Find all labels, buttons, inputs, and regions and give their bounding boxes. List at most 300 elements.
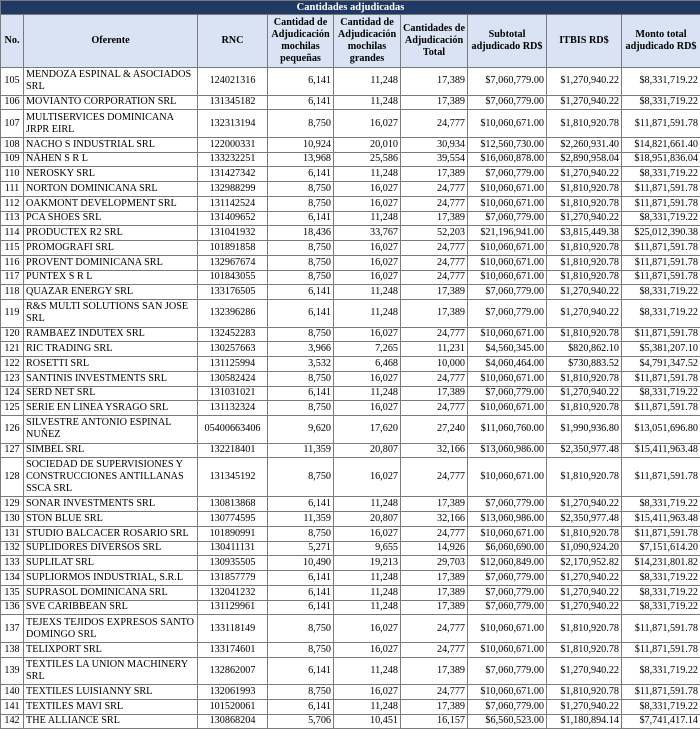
supplier-name: PROVENT DOMINICANA SRL [24, 255, 198, 270]
total-amount: $18,951,836.04 [622, 152, 700, 167]
row-number: 127 [1, 443, 24, 458]
itbis-amount: $1,270,940.22 [547, 699, 622, 714]
total-qty: 17,389 [401, 167, 468, 182]
row-number: 111 [1, 182, 24, 197]
table-row [1, 541, 700, 556]
subtotal-amount: $11,060,760.00 [468, 416, 547, 444]
subtotal-amount: $7,060,779.00 [468, 657, 547, 685]
large-backpacks-qty: 16,027 [334, 685, 401, 700]
large-backpacks-qty: 11,248 [334, 285, 401, 300]
table-title: Cantidades adjudicadas [1, 1, 700, 15]
supplier-name: PROMOGRAFI SRL [24, 241, 198, 256]
large-backpacks-qty: 16,027 [334, 255, 401, 270]
rnc-number: 132967674 [198, 255, 268, 270]
row-number: 121 [1, 342, 24, 357]
large-backpacks-qty: 16,027 [334, 458, 401, 497]
large-backpacks-qty: 11,248 [334, 699, 401, 714]
large-backpacks-qty: 16,027 [334, 270, 401, 285]
total-amount: $7,741,417.14 [622, 714, 700, 729]
small-backpacks-qty: 9,620 [268, 416, 334, 444]
total-amount: $8,331,719.22 [622, 657, 700, 685]
itbis-amount: $1,810,920.78 [547, 241, 622, 256]
supplier-name: NACHO S INDUSTRIAL SRL [24, 137, 198, 152]
supplier-name: TELIXPORT SRL [24, 642, 198, 657]
rnc-number: 130868204 [198, 714, 268, 729]
row-number: 114 [1, 226, 24, 241]
small-backpacks-qty: 8,750 [268, 458, 334, 497]
total-qty: 17,389 [401, 600, 468, 615]
supplier-name: TEXTILES MAVI SRL [24, 699, 198, 714]
small-backpacks-qty: 8,750 [268, 685, 334, 700]
large-backpacks-qty: 25,586 [334, 152, 401, 167]
total-qty: 52,203 [401, 226, 468, 241]
total-qty: 24,777 [401, 371, 468, 386]
itbis-amount: $1,270,940.22 [547, 68, 622, 96]
subtotal-amount: $7,060,779.00 [468, 285, 547, 300]
itbis-amount: $2,260,931.40 [547, 137, 622, 152]
subtotal-amount: $10,060,671.00 [468, 642, 547, 657]
itbis-amount: $1,270,940.22 [547, 285, 622, 300]
row-number: 112 [1, 196, 24, 211]
supplier-name: SUPRASOL DOMINICANA SRL [24, 585, 198, 600]
total-amount: $15,411,963.48 [622, 512, 700, 527]
itbis-amount: $1,810,920.78 [547, 255, 622, 270]
itbis-amount: $1,270,940.22 [547, 211, 622, 226]
large-backpacks-qty: 16,027 [334, 196, 401, 211]
row-number: 118 [1, 285, 24, 300]
subtotal-amount: $10,060,671.00 [468, 270, 547, 285]
row-number: 122 [1, 357, 24, 372]
total-amount: $25,012,390.38 [622, 226, 700, 241]
rnc-number: 101520061 [198, 699, 268, 714]
total-amount: $7,151,614.20 [622, 541, 700, 556]
supplier-name: MENDOZA ESPINAL & ASOCIADOS SRL [24, 68, 198, 96]
subtotal-amount: $7,060,779.00 [468, 571, 547, 586]
large-backpacks-qty: 11,248 [334, 585, 401, 600]
total-amount: $8,331,719.22 [622, 600, 700, 615]
subtotal-amount: $10,060,671.00 [468, 327, 547, 342]
supplier-name: SVE CARIBBEAN SRL [24, 600, 198, 615]
supplier-name: TEXTILES LA UNION MACHINERY SRL [24, 657, 198, 685]
subtotal-amount: $10,060,671.00 [468, 110, 547, 138]
large-backpacks-qty: 19,213 [334, 556, 401, 571]
total-qty: 16,157 [401, 714, 468, 729]
table-row [1, 152, 700, 167]
total-qty: 17,389 [401, 68, 468, 96]
row-number: 142 [1, 714, 24, 729]
itbis-amount: $1,810,920.78 [547, 615, 622, 643]
total-amount: $11,871,591.78 [622, 255, 700, 270]
rnc-number: 133176505 [198, 285, 268, 300]
table-row [1, 571, 700, 586]
total-qty: 17,389 [401, 571, 468, 586]
table-row [1, 300, 700, 328]
total-qty: 32,166 [401, 512, 468, 527]
rnc-number: 130582424 [198, 371, 268, 386]
subtotal-amount: $7,060,779.00 [468, 68, 547, 96]
supplier-name: SILVESTRE ANTONIO ESPINAL NUÑEZ [24, 416, 198, 444]
table-row [1, 386, 700, 401]
itbis-amount: $2,890,958.04 [547, 152, 622, 167]
small-backpacks-qty: 11,359 [268, 443, 334, 458]
small-backpacks-qty: 8,750 [268, 255, 334, 270]
subtotal-amount: $10,060,671.00 [468, 526, 547, 541]
small-backpacks-qty: 8,750 [268, 270, 334, 285]
total-amount: $8,331,719.22 [622, 571, 700, 586]
itbis-amount: $1,270,940.22 [547, 497, 622, 512]
subtotal-amount: $10,060,671.00 [468, 241, 547, 256]
rnc-number: 131142524 [198, 196, 268, 211]
row-number: 139 [1, 657, 24, 685]
total-qty: 24,777 [401, 327, 468, 342]
row-number: 125 [1, 401, 24, 416]
supplier-name: SANTINIS INVESTMENTS SRL [24, 371, 198, 386]
total-amount: $8,331,719.22 [622, 167, 700, 182]
table-row [1, 497, 700, 512]
row-number: 105 [1, 68, 24, 96]
total-qty: 27,240 [401, 416, 468, 444]
table-body [1, 68, 700, 729]
subtotal-amount: $7,060,779.00 [468, 386, 547, 401]
total-amount: $11,871,591.78 [622, 458, 700, 497]
total-amount: $4,791,347.52 [622, 357, 700, 372]
total-amount: $8,331,719.22 [622, 95, 700, 110]
small-backpacks-qty: 6,141 [268, 68, 334, 96]
small-backpacks-qty: 6,141 [268, 699, 334, 714]
table-row [1, 342, 700, 357]
total-qty: 17,389 [401, 585, 468, 600]
total-amount: $8,331,719.22 [622, 285, 700, 300]
table-row [1, 685, 700, 700]
total-qty: 24,777 [401, 110, 468, 138]
subtotal-amount: $6,560,523.00 [468, 714, 547, 729]
header-oferente: Oferente [24, 15, 198, 68]
subtotal-amount: $7,060,779.00 [468, 600, 547, 615]
subtotal-amount: $10,060,671.00 [468, 615, 547, 643]
large-backpacks-qty: 11,248 [334, 497, 401, 512]
small-backpacks-qty: 8,750 [268, 371, 334, 386]
row-number: 132 [1, 541, 24, 556]
total-qty: 17,389 [401, 386, 468, 401]
supplier-name: SUPLIDORES DIVERSOS SRL [24, 541, 198, 556]
total-qty: 17,389 [401, 285, 468, 300]
itbis-amount: $2,170,952.82 [547, 556, 622, 571]
small-backpacks-qty: 6,141 [268, 300, 334, 328]
total-amount: $11,871,591.78 [622, 270, 700, 285]
large-backpacks-qty: 10,451 [334, 714, 401, 729]
row-number: 106 [1, 95, 24, 110]
supplier-name: MOVIANTO CORPORATION SRL [24, 95, 198, 110]
itbis-amount: $1,270,940.22 [547, 95, 622, 110]
table-row [1, 110, 700, 138]
itbis-amount: $1,270,940.22 [547, 386, 622, 401]
itbis-amount: $1,810,920.78 [547, 110, 622, 138]
small-backpacks-qty: 6,141 [268, 657, 334, 685]
rnc-number: 132396286 [198, 300, 268, 328]
itbis-amount: $730,883.52 [547, 357, 622, 372]
large-backpacks-qty: 16,027 [334, 642, 401, 657]
row-number: 110 [1, 167, 24, 182]
large-backpacks-qty: 16,027 [334, 371, 401, 386]
header-no: No. [1, 15, 24, 68]
rnc-number: 05400663406 [198, 416, 268, 444]
itbis-amount: $1,810,920.78 [547, 196, 622, 211]
total-amount: $11,871,591.78 [622, 526, 700, 541]
table-row [1, 585, 700, 600]
header-itbis: ITBIS RD$ [547, 15, 622, 68]
row-number: 135 [1, 585, 24, 600]
small-backpacks-qty: 6,141 [268, 386, 334, 401]
subtotal-amount: $7,060,779.00 [468, 699, 547, 714]
small-backpacks-qty: 6,141 [268, 167, 334, 182]
supplier-name: SONAR INVESTMENTS SRL [24, 497, 198, 512]
subtotal-amount: $7,060,779.00 [468, 497, 547, 512]
total-qty: 17,389 [401, 699, 468, 714]
large-backpacks-qty: 11,248 [334, 571, 401, 586]
total-amount: $15,411,963.48 [622, 443, 700, 458]
total-amount: $8,331,719.22 [622, 386, 700, 401]
supplier-name: OAKMONT DEVELOPMENT SRL [24, 196, 198, 211]
itbis-amount: $1,810,920.78 [547, 526, 622, 541]
row-number: 130 [1, 512, 24, 527]
subtotal-amount: $12,060,849.00 [468, 556, 547, 571]
rnc-number: 131345192 [198, 458, 268, 497]
small-backpacks-qty: 13,968 [268, 152, 334, 167]
total-amount: $8,331,719.22 [622, 68, 700, 96]
row-number: 124 [1, 386, 24, 401]
itbis-amount: $820,862.10 [547, 342, 622, 357]
total-amount: $5,381,207.10 [622, 342, 700, 357]
total-amount: $11,871,591.78 [622, 642, 700, 657]
supplier-name: SERIE EN LINEA YSRAGO SRL [24, 401, 198, 416]
header-subtotal: Subtotal adjudicado RD$ [468, 15, 547, 68]
small-backpacks-qty: 3,532 [268, 357, 334, 372]
large-backpacks-qty: 11,248 [334, 657, 401, 685]
large-backpacks-qty: 20,807 [334, 443, 401, 458]
row-number: 113 [1, 211, 24, 226]
rnc-number: 132452283 [198, 327, 268, 342]
table-row [1, 255, 700, 270]
rnc-number: 131345182 [198, 95, 268, 110]
table-row [1, 714, 700, 729]
table-row [1, 211, 700, 226]
total-qty: 24,777 [401, 615, 468, 643]
total-qty: 24,777 [401, 458, 468, 497]
total-qty: 24,777 [401, 255, 468, 270]
itbis-amount: $1,810,920.78 [547, 401, 622, 416]
subtotal-amount: $13,060,986.00 [468, 443, 547, 458]
small-backpacks-qty: 6,141 [268, 600, 334, 615]
table-row [1, 416, 700, 444]
rnc-number: 132862007 [198, 657, 268, 685]
small-backpacks-qty: 5,706 [268, 714, 334, 729]
small-backpacks-qty: 8,750 [268, 196, 334, 211]
rnc-number: 130411131 [198, 541, 268, 556]
total-amount: $14,231,801.82 [622, 556, 700, 571]
rnc-number: 131857779 [198, 571, 268, 586]
subtotal-amount: $10,060,671.00 [468, 255, 547, 270]
itbis-amount: $1,990,936.80 [547, 416, 622, 444]
total-qty: 24,777 [401, 642, 468, 657]
table-row [1, 327, 700, 342]
table-row [1, 512, 700, 527]
supplier-name: SOCIEDAD DE SUPERVISIONES Y CONSTRUCCIONES ANTILLANAS SSCA SRL [24, 458, 198, 497]
large-backpacks-qty: 16,027 [334, 327, 401, 342]
itbis-amount: $1,270,940.22 [547, 167, 622, 182]
table-row [1, 371, 700, 386]
row-number: 134 [1, 571, 24, 586]
supplier-name: TEJEXS TEJIDOS EXPRESOS SANTO DOMINGO SRL [24, 615, 198, 643]
total-qty: 39,554 [401, 152, 468, 167]
supplier-name: RIC TRADING SRL [24, 342, 198, 357]
total-qty: 32,166 [401, 443, 468, 458]
small-backpacks-qty: 18,436 [268, 226, 334, 241]
supplier-name: MULTISERVICES DOMINICANA JRPR EIRL [24, 110, 198, 138]
rnc-number: 132218401 [198, 443, 268, 458]
large-backpacks-qty: 11,248 [334, 167, 401, 182]
itbis-amount: $1,810,920.78 [547, 371, 622, 386]
itbis-amount: $3,815,449.38 [547, 226, 622, 241]
total-qty: 17,389 [401, 211, 468, 226]
total-qty: 24,777 [401, 401, 468, 416]
table-row [1, 196, 700, 211]
total-amount: $8,331,719.22 [622, 211, 700, 226]
small-backpacks-qty: 8,750 [268, 241, 334, 256]
total-qty: 14,926 [401, 541, 468, 556]
large-backpacks-qty: 33,767 [334, 226, 401, 241]
itbis-amount: $1,810,920.78 [547, 685, 622, 700]
total-qty: 17,389 [401, 300, 468, 328]
small-backpacks-qty: 10,490 [268, 556, 334, 571]
small-backpacks-qty: 8,750 [268, 642, 334, 657]
row-number: 107 [1, 110, 24, 138]
header-total-amount: Monto total adjudicado RD$ [622, 15, 700, 68]
subtotal-amount: $10,060,671.00 [468, 458, 547, 497]
rnc-number: 132313194 [198, 110, 268, 138]
supplier-name: SERD NET SRL [24, 386, 198, 401]
rnc-number: 124021316 [198, 68, 268, 96]
total-amount: $11,871,591.78 [622, 182, 700, 197]
header-row [1, 15, 700, 68]
large-backpacks-qty: 11,248 [334, 386, 401, 401]
large-backpacks-qty: 6,468 [334, 357, 401, 372]
itbis-amount: $1,270,940.22 [547, 657, 622, 685]
itbis-amount: $1,810,920.78 [547, 270, 622, 285]
row-number: 129 [1, 497, 24, 512]
total-amount: $11,871,591.78 [622, 685, 700, 700]
supplier-name: NEROSKY SRL [24, 167, 198, 182]
rnc-number: 130257663 [198, 342, 268, 357]
row-number: 131 [1, 526, 24, 541]
total-qty: 24,777 [401, 196, 468, 211]
table-row [1, 642, 700, 657]
rnc-number: 101843055 [198, 270, 268, 285]
table-row [1, 357, 700, 372]
table-row [1, 95, 700, 110]
small-backpacks-qty: 3,966 [268, 342, 334, 357]
supplier-name: SIMBEL SRL [24, 443, 198, 458]
supplier-name: QUAZAR ENERGY SRL [24, 285, 198, 300]
total-qty: 24,777 [401, 270, 468, 285]
large-backpacks-qty: 11,248 [334, 600, 401, 615]
total-amount: $11,871,591.78 [622, 371, 700, 386]
large-backpacks-qty: 20,807 [334, 512, 401, 527]
supplier-name: THE ALLIANCE SRL [24, 714, 198, 729]
small-backpacks-qty: 8,750 [268, 110, 334, 138]
supplier-name: TEXTILES LUISIANNY SRL [24, 685, 198, 700]
table-row [1, 443, 700, 458]
row-number: 117 [1, 270, 24, 285]
rnc-number: 131409652 [198, 211, 268, 226]
row-number: 133 [1, 556, 24, 571]
row-number: 141 [1, 699, 24, 714]
header-rnc: RNC [198, 15, 268, 68]
table-row [1, 657, 700, 685]
subtotal-amount: $10,060,671.00 [468, 196, 547, 211]
row-number: 116 [1, 255, 24, 270]
itbis-amount: $1,180,894.14 [547, 714, 622, 729]
large-backpacks-qty: 16,027 [334, 401, 401, 416]
rnc-number: 130935505 [198, 556, 268, 571]
subtotal-amount: $6,060,690.00 [468, 541, 547, 556]
rnc-number: 131031021 [198, 386, 268, 401]
rnc-number: 130813868 [198, 497, 268, 512]
total-qty: 29,703 [401, 556, 468, 571]
small-backpacks-qty: 11,359 [268, 512, 334, 527]
header-total-quantity: Cantidades de Adjudicación Total [401, 15, 468, 68]
subtotal-amount: $10,060,671.00 [468, 401, 547, 416]
rnc-number: 133232251 [198, 152, 268, 167]
rnc-number: 101891858 [198, 241, 268, 256]
total-amount: $11,871,591.78 [622, 241, 700, 256]
table-row [1, 68, 700, 96]
subtotal-amount: $13,060,986.00 [468, 512, 547, 527]
table-row [1, 458, 700, 497]
small-backpacks-qty: 8,750 [268, 401, 334, 416]
subtotal-amount: $7,060,779.00 [468, 585, 547, 600]
subtotal-amount: $10,060,671.00 [468, 182, 547, 197]
rnc-number: 131129961 [198, 600, 268, 615]
header-small-backpacks: Cantidad de Adjudicación mochilas pequeñas [268, 15, 334, 68]
supplier-name: PCA SHOES SRL [24, 211, 198, 226]
small-backpacks-qty: 8,750 [268, 182, 334, 197]
table-row [1, 526, 700, 541]
row-number: 128 [1, 458, 24, 497]
itbis-amount: $1,270,940.22 [547, 585, 622, 600]
total-qty: 17,389 [401, 657, 468, 685]
row-number: 126 [1, 416, 24, 444]
large-backpacks-qty: 11,248 [334, 211, 401, 226]
large-backpacks-qty: 7,265 [334, 342, 401, 357]
table-row [1, 182, 700, 197]
itbis-amount: $1,810,920.78 [547, 458, 622, 497]
rnc-number: 132988299 [198, 182, 268, 197]
table-row [1, 615, 700, 643]
rnc-number: 133118149 [198, 615, 268, 643]
subtotal-amount: $7,060,779.00 [468, 300, 547, 328]
subtotal-amount: $4,060,464.00 [468, 357, 547, 372]
supplier-name: SUPLIORMOS INDUSTRIAL, S.R.L [24, 571, 198, 586]
small-backpacks-qty: 6,141 [268, 571, 334, 586]
subtotal-amount: $12,560,730.00 [468, 137, 547, 152]
total-qty: 24,777 [401, 241, 468, 256]
subtotal-amount: $7,060,779.00 [468, 95, 547, 110]
total-amount: $8,331,719.22 [622, 585, 700, 600]
large-backpacks-qty: 11,248 [334, 95, 401, 110]
subtotal-amount: $4,560,345.00 [468, 342, 547, 357]
supplier-name: STUDIO BALCACER ROSARIO SRL [24, 526, 198, 541]
table-row [1, 600, 700, 615]
